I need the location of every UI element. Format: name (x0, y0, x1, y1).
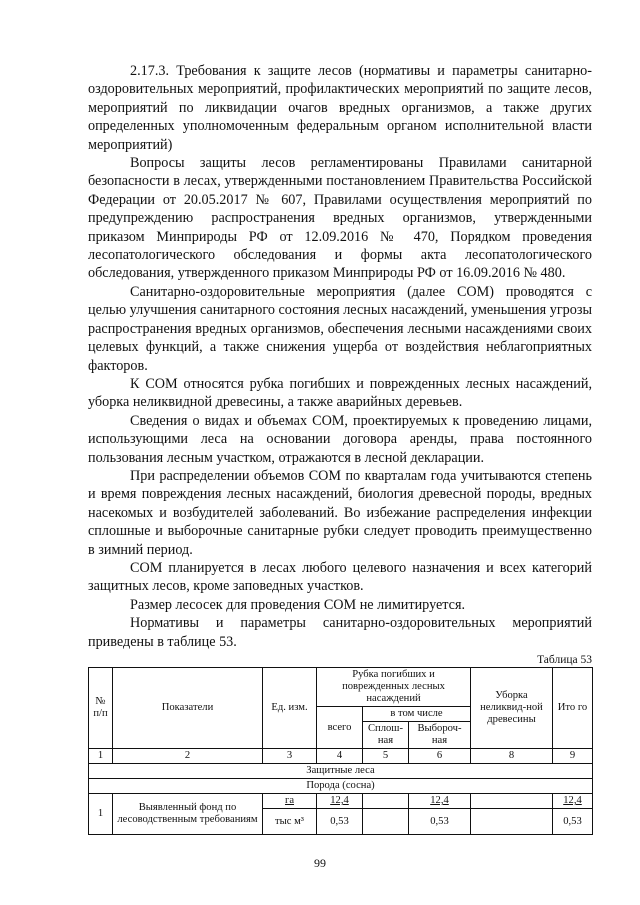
row-unit: га (263, 794, 317, 809)
row-selective: 12,4 (409, 794, 471, 809)
header-felling-group: Рубка погибших и поврежденных лесных насаждений (317, 668, 471, 707)
header-unit: Ед. изм. (263, 668, 317, 749)
paragraph: Нормативы и параметры санитарно-оздоровительных мероприятий приведены в таблице 53. (88, 615, 592, 650)
column-number: 6 (409, 749, 471, 764)
row-clear (363, 794, 409, 809)
row-total: 0,53 (317, 809, 363, 835)
column-number: 5 (363, 749, 409, 764)
row-cleanup (471, 809, 553, 835)
row-selective: 0,53 (409, 809, 471, 835)
page-number: 99 (314, 856, 326, 870)
row-itogo: 12,4 (553, 794, 593, 809)
row-unit: тыс м³ (263, 809, 317, 835)
subsection-title: Порода (сосна) (89, 779, 593, 794)
norms-table (88, 667, 593, 835)
paragraph: Сведения о видах и объемах СОМ, проектируемых к проведению лицами, использующими леса на основании договора аренды, права постоянного пользования лесным участком, отражаются в лесной декларации. (88, 412, 592, 466)
header-num: № п/п (89, 668, 113, 749)
row-total: 12,4 (317, 794, 363, 809)
header-including: в том числе (363, 707, 471, 722)
header-itogo: Ито го (553, 668, 593, 749)
header-selective: Выбороч-ная (409, 722, 471, 749)
paragraph: При распределении объемов СОМ по кварталам года учитываются степень и время повреждения лесных насаждений, биология древесной породы, вредных насекомых и возбудителей заболеваний. Во избежание распределения инфекции сплошные и выборочные санитарные рубки следует проводить преимущественно в зимний период. (88, 467, 592, 558)
paragraph: Вопросы защиты лесов регламентированы Правилами санитарной безопасности в лесах, утвержденными постановлением Правительства Российской Федерации от 20.05.2017 № 607, Правилами осуществления мероприятий по предупреждению распространения вредных организмов, утвержденными приказом Минприроды РФ от 12.09.2016 № 470, Порядком проведения лесопатологического обследования и формы акта лесопатологического обследования, утвержденного приказом Минприроды РФ от 16.09.2016 № 480. (88, 155, 592, 282)
row-cleanup (471, 794, 553, 809)
column-number: 1 (89, 749, 113, 764)
paragraph: 2.17.3. Требования к защите лесов (нормативы и параметры санитарно-оздоровительных мероприятий, профилактических мероприятий по защите лесов, мероприятий по ликвидации очагов вредных организмов, а также других определенных уполномоченным федеральным органом исполнительной власти мероприятий) (88, 63, 592, 153)
column-number: 3 (263, 749, 317, 764)
table-caption: Таблица 53 (537, 654, 592, 666)
header-cleanup: Уборка неликвид-ной древесины (471, 668, 553, 749)
header-total: всего (317, 707, 363, 749)
body-text (88, 62, 592, 651)
row-itogo: 0,53 (553, 809, 593, 835)
header-indicators: Показатели (113, 668, 263, 749)
paragraph: Размер лесосек для проведения СОМ не лимитируется. (130, 596, 466, 613)
paragraph: СОМ планируется в лесах любого целевого назначения и всех категорий защитных лесов, кроме заповедных участков. (88, 559, 592, 595)
header-clear: Сплош-ная (363, 722, 409, 749)
column-number: 4 (317, 749, 363, 764)
section-title: Защитные леса (89, 764, 593, 779)
paragraph: К СОМ относятся рубка погибших и поврежденных лесных насаждений, уборка неликвидной древесины, а также аварийных деревьев. (88, 375, 592, 411)
row-indicator: Выявленный фонд по лесоводственным требованиям (113, 794, 263, 835)
column-number: 8 (471, 749, 553, 764)
row-clear (363, 809, 409, 835)
column-number: 2 (113, 749, 263, 764)
column-number: 9 (553, 749, 593, 764)
row-num: 1 (89, 794, 113, 835)
table-row (89, 794, 593, 809)
column-numbers-row (89, 749, 593, 764)
paragraph: Санитарно-оздоровительные мероприятия (далее СОМ) проводятся с целью улучшения санитарного состояния лесных насаждений, уменьшения угрозы распространения вредных организмов, обеспечения лесными насаждениями своих целевых функций, а также снижения ущерба от воздействия неблагоприятных факторов. (88, 283, 592, 374)
